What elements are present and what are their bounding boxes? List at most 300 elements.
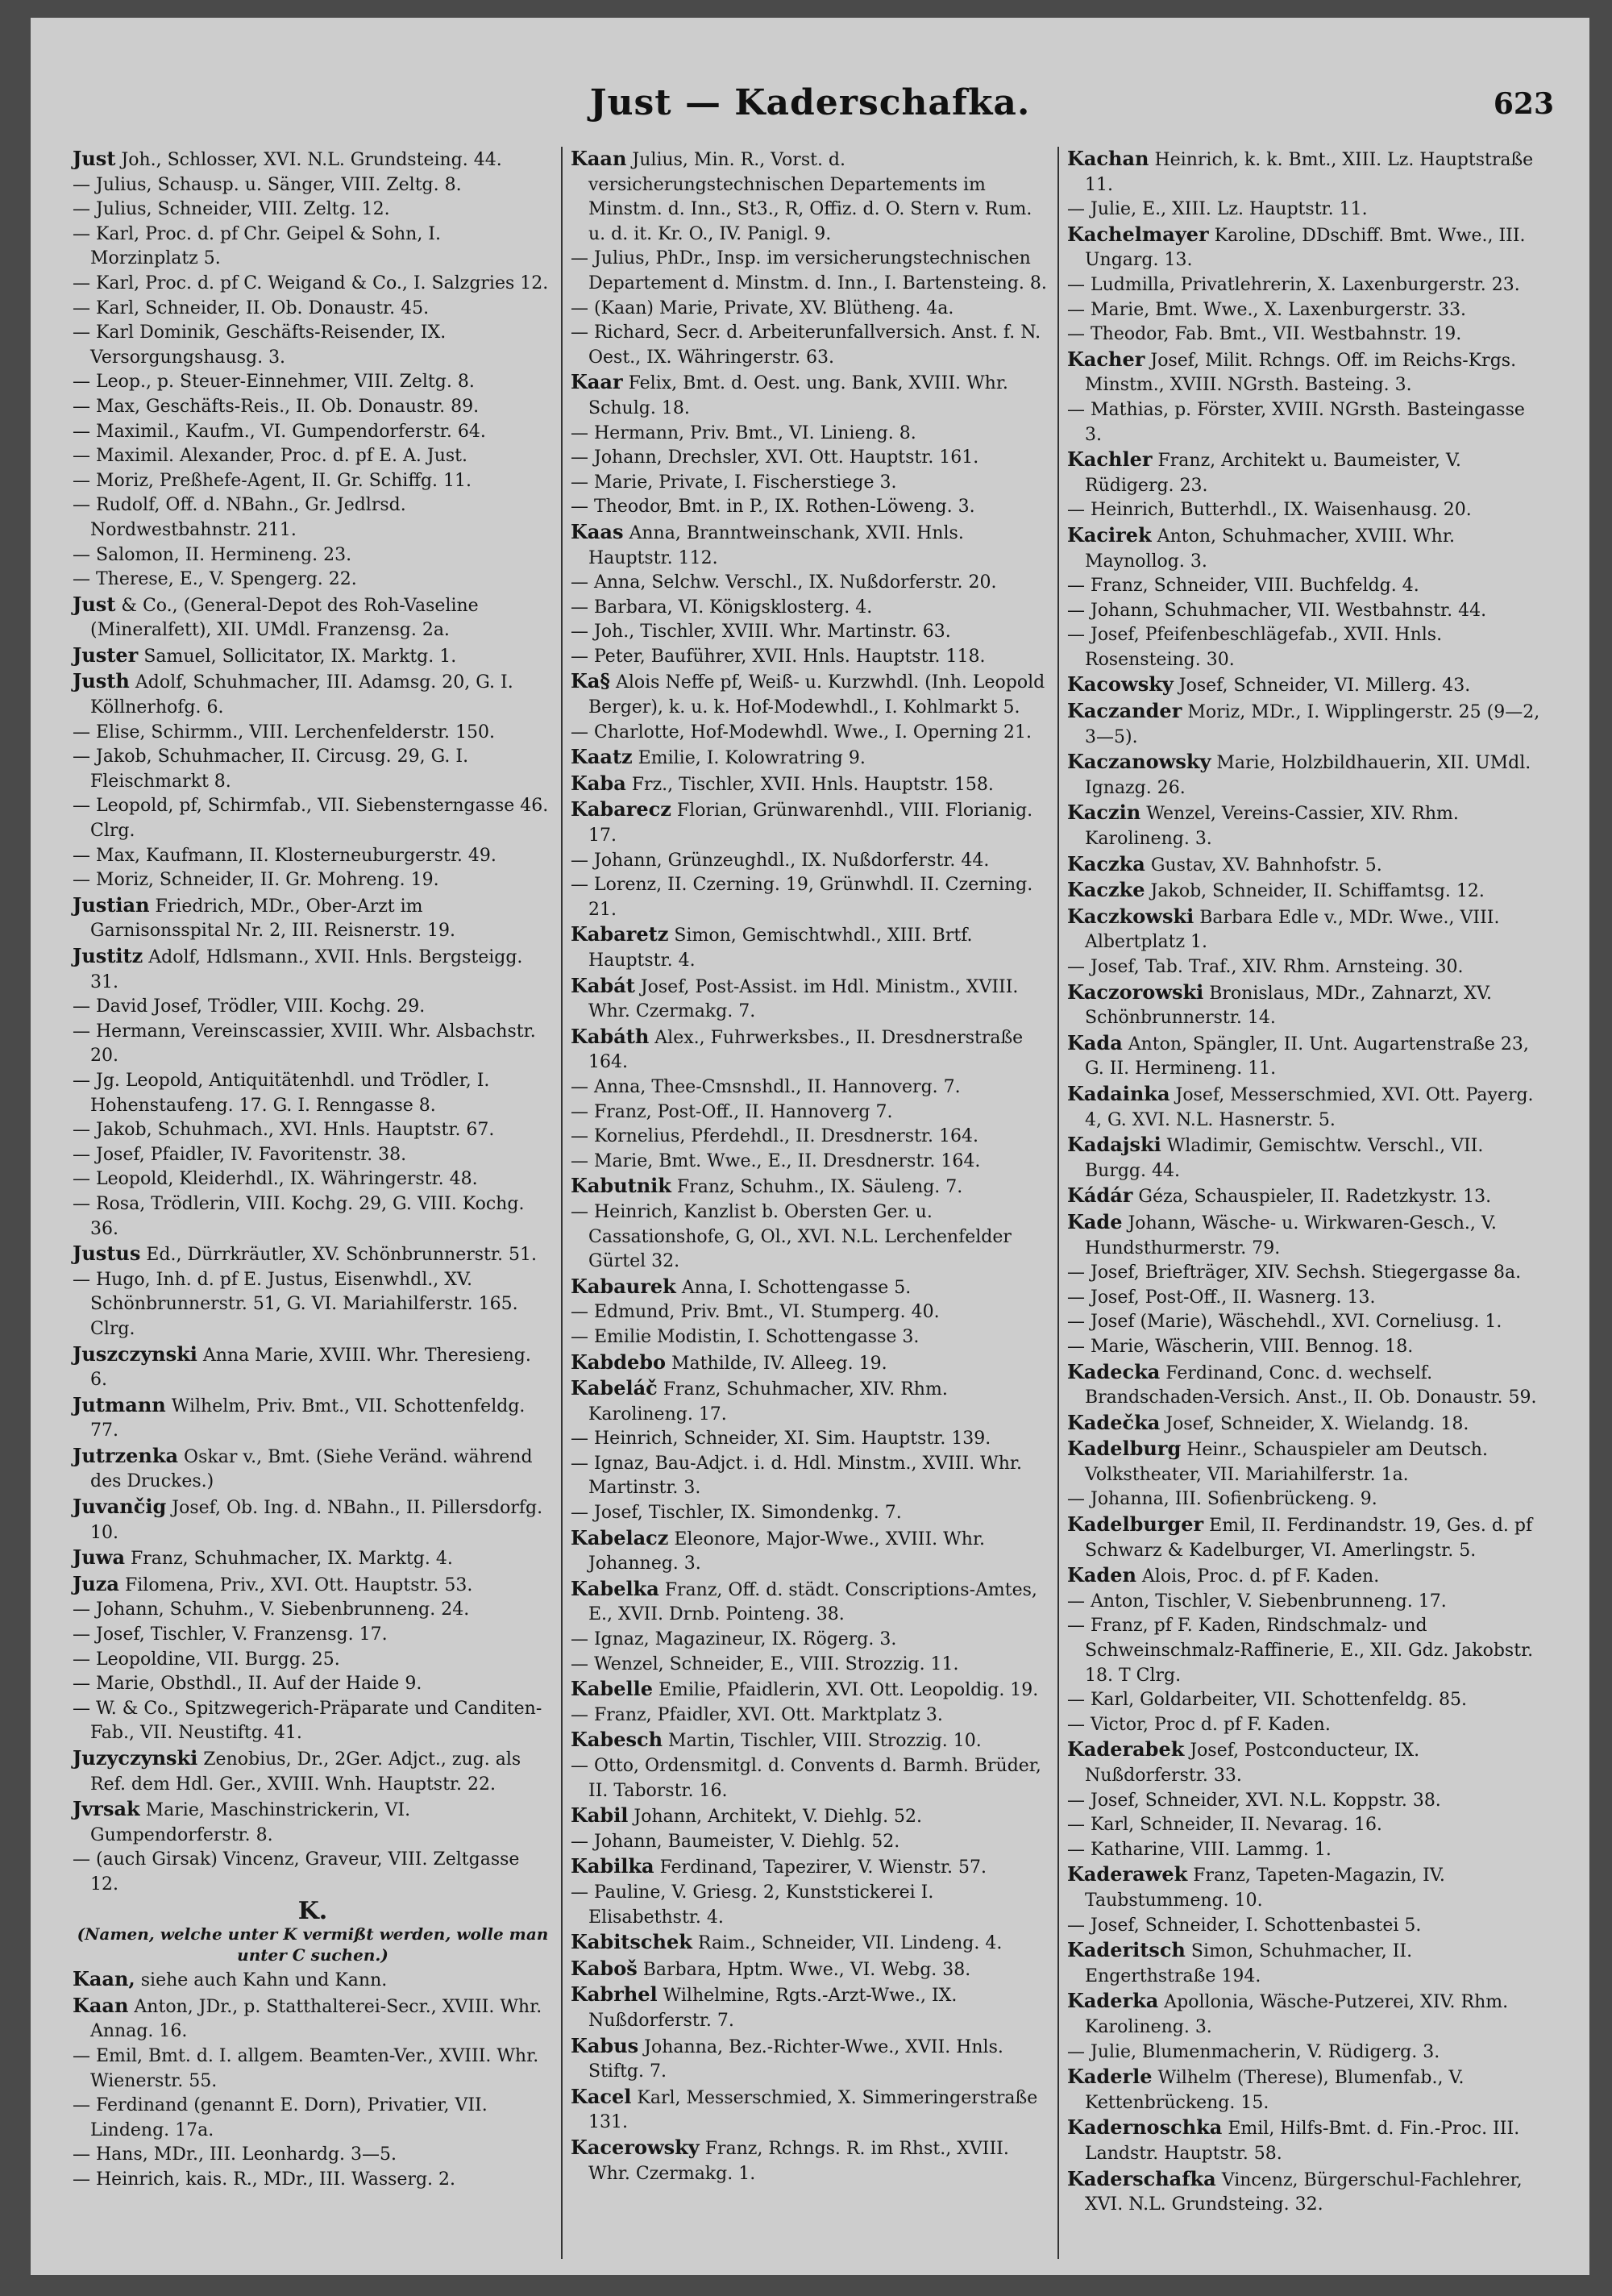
entry-surname: Kabutnik — [571, 1174, 671, 1198]
entry-text: Friedrich, MDr., Ober-Arzt im Garnisonsspital Nr. 2, III. Reisnerstr. 19. — [90, 896, 455, 942]
entry-text: — Franz, Post-Off., II. Hannoverg 7. — [571, 1101, 893, 1122]
entry-surname: Kabesch — [571, 1728, 663, 1752]
directory-entry — [73, 794, 553, 843]
entry-text: — Josef, Post-Off., II. Wasnerg. 13. — [1067, 1287, 1376, 1308]
directory-entry — [73, 147, 553, 173]
directory-entry — [1067, 2040, 1546, 2065]
directory-entry — [73, 543, 553, 568]
entry-text: — Ignaz, Magazineur, IX. Rögerg. 3. — [571, 1629, 897, 1650]
entry-surname: Juster — [73, 643, 139, 667]
entry-text: Raim., Schneider, VII. Lindeng. 4. — [692, 1933, 1003, 1954]
entry-surname: Kaba — [571, 771, 626, 795]
entry-text: Mathilde, IV. Alleeg. 19. — [666, 1353, 887, 1374]
entry-surname: Kabelle — [571, 1677, 653, 1701]
directory-entry — [1067, 1437, 1546, 1487]
directory-entry — [1067, 672, 1546, 699]
directory-entry — [73, 370, 553, 395]
entry-surname: Juza — [73, 1571, 119, 1595]
directory-entry — [1067, 198, 1546, 223]
entry-surname: Kaderawek — [1067, 1862, 1188, 1886]
entry-text: — Josef (Marie), Wäschehdl., XVI. Corneliusg. 1. — [1067, 1312, 1502, 1333]
entry-text: — Ludmilla, Privatlehrerin, X. Laxenburgerstr. 23. — [1067, 274, 1520, 295]
entry-text: Franz, Schuhmacher, XIV. Rhm. Karolineng. 17. — [588, 1379, 948, 1425]
entry-surname: Kadecka — [1067, 1359, 1161, 1383]
directory-entry — [571, 1100, 1049, 1125]
entry-text: — Josef, Schneider, I. Schottenbastei 5. — [1067, 1915, 1422, 1936]
directory-entry — [571, 571, 1049, 596]
directory-entry — [571, 1275, 1049, 1301]
directory-entry — [571, 1350, 1049, 1377]
directory-entry — [73, 868, 553, 893]
entry-surname: Kade — [1067, 1209, 1123, 1233]
directory-entry — [73, 1848, 553, 1897]
directory-entry — [73, 444, 553, 469]
directory-entry — [73, 1444, 553, 1495]
entry-text: Franz, Schuhm., IX. Säuleng. 7. — [671, 1177, 963, 1198]
directory-entry — [1067, 2065, 1546, 2115]
directory-entry — [1067, 1989, 1546, 2040]
entry-surname: Kaderabek — [1067, 1737, 1185, 1762]
directory-entry — [571, 1452, 1049, 1501]
directory-entry — [73, 944, 553, 995]
entry-surname: Kadernoschka — [1067, 2115, 1223, 2140]
entry-text: Joh., Schlosser, XVI. N.L. Grundsteing. 44. — [115, 150, 502, 170]
entry-text: Filomena, Priv., XVI. Ott. Hauptstr. 53. — [118, 1574, 473, 1595]
entry-surname: Kaczorowski — [1067, 980, 1204, 1004]
directory-entry — [571, 873, 1049, 922]
directory-entry — [571, 1754, 1049, 1803]
directory-entry — [1067, 273, 1546, 298]
entry-text: — Ferdinand (genannt E. Dorn), Privatier, VII. Lindeng. 17a. — [73, 2095, 488, 2140]
entry-surname: Kabarecz — [571, 797, 671, 821]
entry-surname: Juwa — [73, 1545, 126, 1570]
directory-entry — [73, 2143, 553, 2168]
entry-text: & Co., (General-Depot des Roh-Vaseline (Mineralfett), XII. UMdl. Franzensg. 2a. — [90, 595, 479, 641]
entry-text: — Josef, Briefträger, XIV. Sechsh. Stiegergasse 8a. — [1067, 1262, 1522, 1283]
entry-surname: Kadečka — [1067, 1410, 1161, 1434]
directory-entry — [73, 297, 553, 322]
entry-text: Florian, Grünwarenhdl., VIII. Florianig. 17. — [588, 801, 1033, 846]
entry-text: — Peter, Bauführer, XVII. Hnls. Hauptstr. 118. — [571, 646, 986, 667]
entry-text: — Julius, PhDr., Insp. im versicherungstechnischen Departement d. Minstm. d. Inn., I. Bartensteing. 8. — [571, 248, 1047, 293]
entry-surname: Justh — [73, 669, 130, 693]
directory-entry — [73, 593, 553, 643]
entry-text: — Wenzel, Schneider, E., VIII. Strozzig. 11. — [571, 1653, 959, 1674]
entry-text: Karoline, DDschiff. Bmt. Wwe., III. Ungarg. 13. — [1085, 225, 1526, 271]
directory-entry — [1067, 801, 1546, 851]
directory-entry — [1067, 1082, 1546, 1133]
entry-text: — Edmund, Priv. Bmt., VI. Stumperg. 40. — [571, 1302, 940, 1323]
entry-text: Felix, Bmt. d. Oest. ung. Bank, XVIII. Whr. Schulg. 18. — [588, 373, 1008, 418]
entry-text: Ed., Dürrkräutler, XV. Schönbrunnerstr. 51. — [140, 1245, 537, 1266]
entry-surname: Kádár — [1067, 1183, 1133, 1208]
entry-surname: Kachan — [1067, 147, 1149, 170]
directory-entry — [73, 1697, 553, 1746]
entry-text: — Maximil., Kaufm., VI. Gumpendorferstr. 64. — [73, 421, 486, 442]
entry-text: Wladimir, Gemischtw. Verschl., VII. Burgg. 44. — [1085, 1136, 1484, 1181]
entry-text: — Mathias, p. Förster, XVIII. NGrsth. Basteingasse 3. — [1067, 399, 1525, 445]
entry-surname: Justus — [73, 1242, 141, 1266]
entry-surname: Kabrhel — [571, 1982, 658, 2007]
entry-text: Josef, Messerschmied, XVI. Ott. Payerg. 4, G. XVI. N.L. Hasnerstr. 5. — [1085, 1084, 1534, 1130]
entry-text: Emil, II. Ferdinandstr. 19, Ges. d. pf Schwarz & Kadelburger, VI. Amerlingstr. 5. — [1085, 1516, 1533, 1561]
entry-surname: Jutrzenka — [73, 1443, 179, 1467]
entry-text: — Emilie Modistin, I. Schottengasse 3. — [571, 1326, 920, 1347]
directory-page — [31, 18, 1589, 2275]
entry-surname: Kabelka — [571, 1576, 659, 1600]
directory-entry — [571, 321, 1049, 370]
entry-surname: Kacirek — [1067, 522, 1152, 547]
entry-surname: Kacel — [571, 2084, 632, 2108]
directory-entry — [73, 198, 553, 223]
entry-text: Zenobius, Dr., 2Ger. Adjct., zug. als Ref. dem Hdl. Ger., XVIII. Wnh. Hauptstr. 22. — [90, 1749, 521, 1795]
directory-entry — [571, 1703, 1049, 1728]
entry-text: — Karl, Proc. d. pf Chr. Geipel & Sohn, I. Morzinplatz 5. — [73, 223, 441, 269]
entry-surname: Kaczanowsky — [1067, 750, 1211, 774]
directory-entry — [571, 772, 1049, 798]
entry-text: — Josef, Schneider, XVI. N.L. Koppstr. 38. — [1067, 1790, 1441, 1811]
running-header — [31, 82, 1589, 131]
directory-entry — [571, 1501, 1049, 1526]
entry-text: Barbara, Hptm. Wwe., VI. Webg. 38. — [637, 1959, 971, 1980]
section-letter: K. — [297, 1896, 328, 1925]
entry-surname: Kaczka — [1067, 851, 1145, 876]
directory-entry — [73, 1192, 553, 1242]
directory-entry — [571, 721, 1049, 746]
directory-entry — [571, 247, 1049, 296]
directory-entry — [1067, 322, 1546, 347]
entry-text: — Max, Geschäfts-Reis., II. Ob. Donaustr. 89. — [73, 396, 480, 417]
directory-entry — [1067, 1335, 1546, 1360]
directory-entry — [1067, 1360, 1546, 1411]
directory-entry — [1067, 852, 1546, 879]
entry-text: — Karl, Proc. d. pf C. Weigand & Co., I. Salzgries 12. — [73, 272, 549, 293]
entry-text: — Josef, Tischler, IX. Simondenkg. 7. — [571, 1503, 902, 1524]
entry-surname: Justian — [73, 892, 150, 917]
entry-text: Josef, Schneider, X. Wielandg. 18. — [1160, 1413, 1469, 1434]
entry-text: — Johann, Schuhm., V. Siebenbrunneng. 24. — [73, 1599, 470, 1620]
entry-surname: Kabitschek — [571, 1930, 692, 1954]
directory-entry — [1067, 1286, 1546, 1311]
entry-text: — Marie, Bmt. Wwe., E., II. Dresdnerstr. 164. — [571, 1150, 981, 1171]
entry-text: Heinrich, k. k. Bmt., XIII. Lz. Hauptstraße 11. — [1085, 150, 1534, 195]
entry-surname: Kaar — [571, 370, 623, 394]
entry-surname: Kadajski — [1067, 1133, 1161, 1157]
directory-entry — [571, 1677, 1049, 1703]
directory-entry — [1067, 1914, 1546, 1939]
directory-entry — [73, 643, 553, 670]
entry-text: — David Josef, Trödler, VIII. Kochg. 29. — [73, 996, 426, 1017]
directory-entry — [1067, 955, 1546, 980]
entry-text: — Lorenz, II. Czerning. 19, Grünwhdl. II. Czerning. 21. — [571, 875, 1033, 920]
directory-entry — [571, 797, 1049, 848]
entry-text: — Barbara, VI. Königsklosterg. 4. — [571, 597, 873, 618]
entry-text: Franz, Tapeten-Magazin, IV. Taubstummeng. 10. — [1085, 1866, 1445, 1911]
directory-entry — [1067, 1737, 1546, 1788]
directory-entry — [571, 745, 1049, 772]
directory-entry — [73, 223, 553, 272]
directory-entry — [571, 422, 1049, 447]
entry-text: Franz, Schuhmacher, IX. Marktg. 4. — [125, 1549, 453, 1570]
entry-text: — Johann, Schuhmacher, VII. Westbahnstr. 44. — [1067, 600, 1487, 621]
entry-surname: Kacher — [1067, 347, 1145, 371]
entry-text: — Heinrich, Butterhdl., IX. Waisenhausg. 20. — [1067, 500, 1472, 521]
entry-text: — Leopoldine, VII. Burgg. 25. — [73, 1649, 340, 1670]
directory-entry — [571, 922, 1049, 973]
directory-entry — [73, 1167, 553, 1192]
entry-text: Moriz, MDr., I. Wipplingerstr. 25 (9—2, 3—5). — [1085, 702, 1540, 747]
directory-entry — [1067, 1487, 1546, 1512]
entry-text: Anton, Spängler, II. Unt. Augartenstraße 23, G. II. Hermineng. 11. — [1085, 1034, 1529, 1079]
entry-text: — Hermann, Vereinscassier, XVIII. Whr. Alsbachstr. 20. — [73, 1021, 536, 1067]
directory-entry — [1067, 1789, 1546, 1814]
entry-surname: Kabaretz — [571, 922, 669, 946]
column-middle — [561, 147, 1057, 2259]
directory-entry — [73, 893, 553, 944]
directory-entry — [73, 1242, 553, 1268]
entry-surname: Jvrsak — [73, 1797, 140, 1821]
directory-entry — [1067, 1590, 1546, 1615]
entry-text: — (auch Girsak) Vincenz, Graveur, VIII. Zeltgasse 12. — [73, 1849, 520, 1895]
entry-text: Adolf, Hdlsmann., XVII. Hnls. Bergsteigg. 31. — [90, 947, 523, 992]
entry-text: — Marie, Private, I. Fischerstiege 3. — [571, 472, 897, 493]
entry-text: — Anton, Tischler, V. Siebenbrunneng. 17. — [1067, 1591, 1447, 1612]
directory-entry — [1067, 623, 1546, 672]
entry-text: Wilhelmine, Rgts.-Arzt-Wwe., IX. Nußdorferstr. 7. — [588, 1986, 958, 2031]
directory-entry — [73, 1672, 553, 1697]
directory-entry — [571, 1728, 1049, 1754]
directory-entry — [571, 1628, 1049, 1653]
directory-entry — [1067, 1183, 1546, 1210]
entry-surname: Kaas — [571, 519, 624, 543]
entry-text: — Marie, Wäscherin, VIII. Bennog. 18. — [1067, 1336, 1414, 1357]
entry-surname: Kaczander — [1067, 699, 1182, 723]
entry-text: Anton, JDr., p. Statthalterei-Secr., XVIII. Whr. Annag. 16. — [90, 1996, 542, 2042]
directory-entry — [73, 2094, 553, 2143]
directory-entry — [73, 1598, 553, 1623]
directory-entry — [73, 1342, 553, 1393]
directory-entry — [1067, 599, 1546, 624]
entry-text: — Richard, Secr. d. Arbeiterunfallversich. Anst. f. N. Oest., IX. Währingerstr. 63. — [571, 322, 1041, 368]
directory-entry — [1067, 298, 1546, 323]
directory-entry — [1067, 498, 1546, 523]
directory-entry — [1067, 1261, 1546, 1286]
entry-text: — Maximil. Alexander, Proc. d. pf E. A. Just. — [73, 446, 468, 467]
entry-text: Josef, Postconducteur, IX. Nußdorferstr. 33. — [1085, 1741, 1420, 1786]
entry-text: — Ignaz, Bau-Adjct. i. d. Hdl. Minstm., XVIII. Whr. Martinstr. 3. — [571, 1453, 1023, 1499]
column-left — [64, 147, 561, 2259]
entry-text: — Franz, Pfaidler, XVI. Ott. Marktplatz 3. — [571, 1704, 943, 1725]
directory-entry — [571, 596, 1049, 621]
entry-text: Ferdinand, Conc. d. wechself. Brandschaden-Versich. Anst., II. Ob. Donaustr. 59. — [1085, 1362, 1537, 1408]
directory-entry — [73, 844, 553, 869]
entry-text: — Johann, Grünzeughdl., IX. Nußdorferstr. 44. — [571, 850, 990, 871]
directory-entry — [73, 1143, 553, 1168]
directory-entry — [1067, 398, 1546, 447]
entry-text: Emil, Hilfs-Bmt. d. Fin.-Proc. III. Landstr. Hauptstr. 58. — [1085, 2119, 1520, 2164]
entry-text: Géza, Schauspieler, II. Radetzkystr. 13. — [1132, 1187, 1492, 1208]
entry-text: Ferdinand, Tapezirer, V. Wienstr. 57. — [654, 1857, 987, 1878]
directory-entry — [571, 669, 1049, 720]
directory-entry — [571, 849, 1049, 874]
entry-surname: Kaczkowski — [1067, 904, 1194, 928]
directory-entry — [1067, 1688, 1546, 1713]
directory-entry — [1067, 2115, 1546, 2166]
entry-text: — Leopold, Kleiderhdl., IX. Währingerstr. 48. — [73, 1169, 478, 1190]
entry-surname: Kabaurek — [571, 1274, 676, 1298]
entry-text: Franz, Architekt u. Baumeister, V. Rüdigerg. 23. — [1085, 451, 1461, 496]
directory-entry — [571, 1982, 1049, 2033]
entry-text: — Rosa, Trödlerin, VIII. Kochg. 29, G. VIII. Kochg. 36. — [73, 1193, 525, 1239]
directory-entry — [1067, 347, 1546, 398]
entry-surname: Kacerowsky — [571, 2135, 700, 2159]
directory-entry — [73, 568, 553, 593]
entry-text: Eleonore, Major-Wwe., XVIII. Whr. Johanneg. 3. — [588, 1529, 986, 1574]
directory-entry — [73, 395, 553, 420]
directory-entry — [571, 495, 1049, 520]
entry-text: Johann, Architekt, V. Diehlg. 52. — [628, 1807, 923, 1828]
entry-surname: Kaan — [571, 147, 627, 170]
page-title: Just — Kaderschafka. — [589, 82, 1031, 123]
entry-text: — Pauline, V. Griesg. 2, Kunststickerei I. Elisabethstr. 4. — [571, 1882, 934, 1928]
entry-surname: Kada — [1067, 1030, 1123, 1054]
entry-surname: Kabus — [571, 2033, 639, 2057]
directory-entry — [1067, 223, 1546, 273]
entry-text: — Josef, Pfaidler, IV. Favoritenstr. 38. — [73, 1144, 407, 1165]
entry-text: — Emil, Bmt. d. I. allgem. Beamten-Ver., XVIII. Whr. Wienerstr. 55. — [73, 2045, 539, 2091]
entry-text: Martin, Tischler, VIII. Strozzig. 10. — [663, 1731, 982, 1752]
directory-entry — [571, 297, 1049, 322]
entry-surname: Juszczynski — [73, 1341, 197, 1366]
directory-entry — [571, 1427, 1049, 1452]
directory-entry — [1067, 1838, 1546, 1863]
directory-entry — [1067, 1813, 1546, 1838]
entry-text: Anna, Branntweinschank, XVII. Hnls. Hauptstr. 112. — [588, 522, 964, 568]
directory-entry — [73, 1623, 553, 1648]
directory-entry — [571, 1150, 1049, 1175]
entry-text: — W. & Co., Spitzwegerich-Präparate und Canditen-Fab., VII. Neustiftg. 41. — [73, 1698, 542, 1744]
directory-entry — [571, 1174, 1049, 1200]
directory-entry — [73, 669, 553, 720]
entry-text: — Karl, Schneider, II. Ob. Donaustr. 45. — [73, 297, 430, 318]
entry-text: — Johann, Baumeister, V. Diehlg. 52. — [571, 1831, 900, 1852]
directory-entry — [73, 1545, 553, 1572]
directory-entry — [571, 370, 1049, 421]
entry-surname: Kaczke — [1067, 878, 1145, 902]
directory-entry — [73, 2168, 553, 2193]
directory-entry — [1067, 1310, 1546, 1335]
directory-entry — [73, 1648, 553, 1673]
entry-surname: Kachelmayer — [1067, 222, 1209, 246]
column-right — [1057, 147, 1554, 2259]
directory-entry — [1067, 1133, 1546, 1183]
entry-text: Anna Marie, XVIII. Whr. Theresieng. 6. — [90, 1345, 531, 1391]
entry-surname: Kaderschafka — [1067, 2166, 1216, 2190]
entry-text: Karl, Messerschmied, X. Simmeringerstraße 131. — [588, 2087, 1038, 2133]
columns — [64, 147, 1556, 2259]
directory-entry — [73, 272, 553, 297]
entry-text: — Anna, Selchw. Verschl., IX. Nußdorferstr. 20. — [571, 572, 997, 593]
entry-text: Wenzel, Vereins-Cassier, XIV. Rhm. Karolineng. 3. — [1085, 804, 1459, 850]
directory-entry — [73, 1746, 553, 1797]
directory-entry — [73, 995, 553, 1020]
entry-surname: Kaan — [73, 1993, 129, 2017]
entry-surname: Just — [73, 147, 116, 170]
section-note: (Namen, welche unter K vermißt werden, wolle man unter C suchen.) — [77, 1924, 549, 1965]
entry-text: — Hermann, Priv. Bmt., VI. Linieng. 8. — [571, 422, 916, 443]
directory-entry — [1067, 147, 1546, 198]
directory-entry — [571, 520, 1049, 571]
entry-text: — Kornelius, Pferdehdl., II. Dresdnerstr. 164. — [571, 1126, 978, 1147]
directory-entry — [571, 446, 1049, 471]
entry-text: Marie, Holzbildhauerin, XII. UMdl. Ignazg. 26. — [1085, 753, 1531, 798]
entry-text: — Julie, Blumenmacherin, V. Rüdigerg. 3. — [1067, 2041, 1440, 2062]
directory-entry — [1067, 523, 1546, 574]
directory-entry — [73, 2044, 553, 2094]
directory-entry — [571, 1881, 1049, 1930]
directory-entry — [1067, 1512, 1546, 1563]
directory-entry — [73, 493, 553, 543]
entry-text: — Leop., p. Steuer-Einnehmer, VIII. Zeltg. 8. — [73, 372, 475, 393]
directory-entry — [1067, 750, 1546, 801]
directory-entry — [1067, 1938, 1546, 1989]
entry-surname: Kacowsky — [1067, 672, 1174, 697]
directory-entry — [1067, 878, 1546, 905]
directory-entry — [73, 1020, 553, 1069]
entry-text: — Josef, Tischler, V. Franzensg. 17. — [73, 1624, 388, 1645]
entry-text: Emilie, Pfaidlerin, XVI. Ott. Leopoldig. 19. — [652, 1680, 1039, 1701]
directory-entry — [73, 1572, 553, 1599]
directory-entry — [73, 420, 553, 445]
entry-surname: Kaden — [1067, 1563, 1136, 1587]
entry-text: — Josef, Pfeifenbeschlägefab., XVII. Hnls. Rosensteing. 30. — [1067, 625, 1443, 670]
entry-text: Emilie, I. Kolowratring 9. — [632, 748, 866, 769]
entry-text: — Johanna, III. Sofienbrückeng. 9. — [1067, 1489, 1377, 1510]
directory-entry — [73, 1118, 553, 1143]
entry-text: — Hugo, Inh. d. pf E. Justus, Eisenwhdl., XV. Schönbrunnerstr. 51, G. VI. Mariahilferstr. 165. Clrg. — [73, 1269, 518, 1339]
entry-text: — Heinrich, Schneider, XI. Sim. Hauptstr. 139. — [571, 1429, 991, 1450]
entry-text: Gustav, XV. Bahnhofstr. 5. — [1145, 855, 1382, 876]
directory-entry — [571, 1025, 1049, 1075]
entry-surname: Kabáth — [571, 1024, 650, 1048]
directory-entry — [571, 1325, 1049, 1350]
entry-text: — Josef, Tab. Traf., XIV. Rhm. Arnsteing. 30. — [1067, 957, 1464, 977]
entry-text: — Joh., Tischler, XVIII. Whr. Martinstr. 63. — [571, 622, 951, 643]
entry-text: Frz., Tischler, XVII. Hnls. Hauptstr. 158. — [625, 774, 994, 795]
entry-text: — Marie, Bmt. Wwe., X. Laxenburgerstr. 33. — [1067, 299, 1467, 320]
directory-entry — [571, 2034, 1049, 2085]
entry-surname: Kaderka — [1067, 1989, 1159, 2013]
directory-entry — [571, 620, 1049, 645]
directory-entry — [73, 1069, 553, 1118]
directory-entry — [1067, 1614, 1546, 1688]
directory-entry — [1067, 905, 1546, 955]
directory-entry — [73, 1495, 553, 1545]
entry-surname: Kabát — [571, 973, 635, 997]
entry-text: — Franz, pf F. Kaden, Rindschmalz- und Schweinschmalz-Raffinerie, E., XII. Gdz. Jakobstr. 18. T Clrg. — [1067, 1616, 1534, 1686]
entry-text: — Salomon, II. Hermineng. 23. — [73, 544, 352, 565]
directory-entry — [73, 321, 553, 370]
directory-entry — [1067, 2167, 1546, 2218]
entry-text: — Franz, Schneider, VIII. Buchfeldg. 4. — [1067, 576, 1419, 597]
directory-entry — [571, 1526, 1049, 1577]
entry-text: — Julius, Schneider, VIII. Zeltg. 12. — [73, 199, 390, 220]
entry-surname: Justitz — [73, 944, 143, 967]
entry-surname: Ka§ — [571, 669, 610, 693]
directory-entry — [1067, 1862, 1546, 1913]
directory-entry — [73, 721, 553, 746]
entry-text: Anna, I. Schottengasse 5. — [675, 1277, 912, 1298]
